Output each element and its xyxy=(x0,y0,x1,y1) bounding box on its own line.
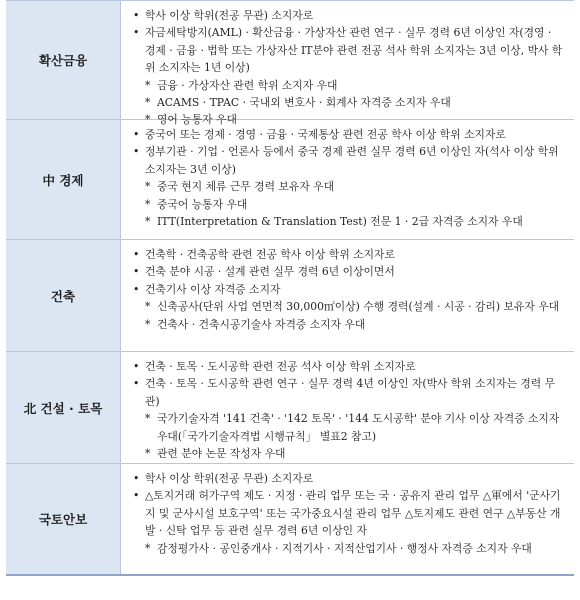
list-item: • 자금세탁방지(AML) · 확산금융 · 가상자산 관련 연구 · 실무 경력 6년 이상인 자(경영 · 경제 · 금융 · 법학 또는 가상자산 IT분야 관련 전공 석사 학위 소지자는 3년 이상, 박사 학위 소지자는 1년 이상) xyxy=(133,24,564,76)
list-item: • 중국어 또는 경제 · 경영 · 금융 · 국제통상 관련 전공 학사 이상 학위 소지자로 xyxy=(133,126,564,143)
list-item: • 정부기관 · 기업 · 언론사 등에서 중국 경제 관련 실무 경력 6년 이상인 자(석사 이상 학위 소지자는 3년 이상) xyxy=(133,143,564,178)
note-item: * 국가기술자격 '141 건축' · '142 토목' · '144 도시공학' 분야 기사 이상 자격증 소지자 우대(「국가기술자격법 시행규칙」 별표2 참고) xyxy=(133,410,564,445)
row-label: 확산금융 xyxy=(6,1,121,119)
note-item: * 감정평가사 · 공인중개사 · 지적기사 · 지적산업기사 · 행정사 자격증 소지자 우대 xyxy=(133,540,564,557)
row-content xyxy=(121,240,574,351)
note-item: * ACAMS · TPAC · 국내외 변호사 · 회계사 자격증 소지자 우대 xyxy=(133,94,564,111)
table-row xyxy=(6,120,574,240)
list-item: • 건축 · 토목 · 도시공학 관련 전공 석사 이상 학위 소지자로 xyxy=(133,358,564,375)
row-content xyxy=(121,464,574,574)
table-row xyxy=(6,240,574,352)
list-item: • 건축기사 이상 자격증 소지자 xyxy=(133,281,564,298)
row-content xyxy=(121,352,574,463)
row-label: 국토안보 xyxy=(6,464,121,574)
note-item: * 중국어 능통자 우대 xyxy=(133,196,564,213)
list-item: • 건축학 · 건축공학 관련 전공 학사 이상 학위 소지자로 xyxy=(133,246,564,263)
row-content xyxy=(121,120,574,239)
list-item: • 학사 이상 학위(전공 무관) 소지자로 xyxy=(133,7,564,24)
note-item: * 중국 현지 체류 근무 경력 보유자 우대 xyxy=(133,178,564,195)
table-row xyxy=(6,0,574,127)
note-item: * 관련 분야 논문 작성자 우대 xyxy=(133,445,564,462)
list-item: • △토지거래 허가구역 제도 · 지정 · 관리 업무 또는 국 · 공유지 관리 업무 △軍에서 '군사기지 및 군사시설 보호구역' 또는 국가중요시설 관리 업무 △토지제도 관련 연구 △부동산 개발 · 신탁 업무 등 관련 실무 경력 6년 이상인 자 xyxy=(133,487,564,539)
row-label: 건축 xyxy=(6,240,121,351)
list-item: • 건축 분야 시공 · 설계 관련 실무 경력 6년 이상이면서 xyxy=(133,263,564,280)
row-label: 中 경제 xyxy=(6,120,121,239)
note-item: * 건축사 · 건축시공기술사 자격증 소지자 우대 xyxy=(133,316,564,333)
list-item: • 건축 · 토목 · 도시공학 관련 연구 · 실무 경력 4년 이상인 자(박사 학위 소지자는 경력 무관) xyxy=(133,375,564,410)
qualification-table xyxy=(6,0,574,576)
note-item: * ITT(Interpretation & Translation Test) 전문 1 · 2급 자격증 소지자 우대 xyxy=(133,213,564,230)
note-item: * 금융 · 가상자산 관련 학위 소지자 우대 xyxy=(133,77,564,94)
row-label: 北 건설 · 토목 xyxy=(6,352,121,463)
note-item: * 신축공사(단위 사업 연면적 30,000㎡이상) 수행 경력(설계 · 시공 · 감리) 보유자 우대 xyxy=(133,298,564,315)
note-item: * 영어 능통자 우대 xyxy=(133,111,564,128)
table-row xyxy=(6,464,574,576)
row-content xyxy=(121,1,574,127)
table-row xyxy=(6,352,574,464)
list-item: • 학사 이상 학위(전공 무관) 소지자로 xyxy=(133,470,564,487)
